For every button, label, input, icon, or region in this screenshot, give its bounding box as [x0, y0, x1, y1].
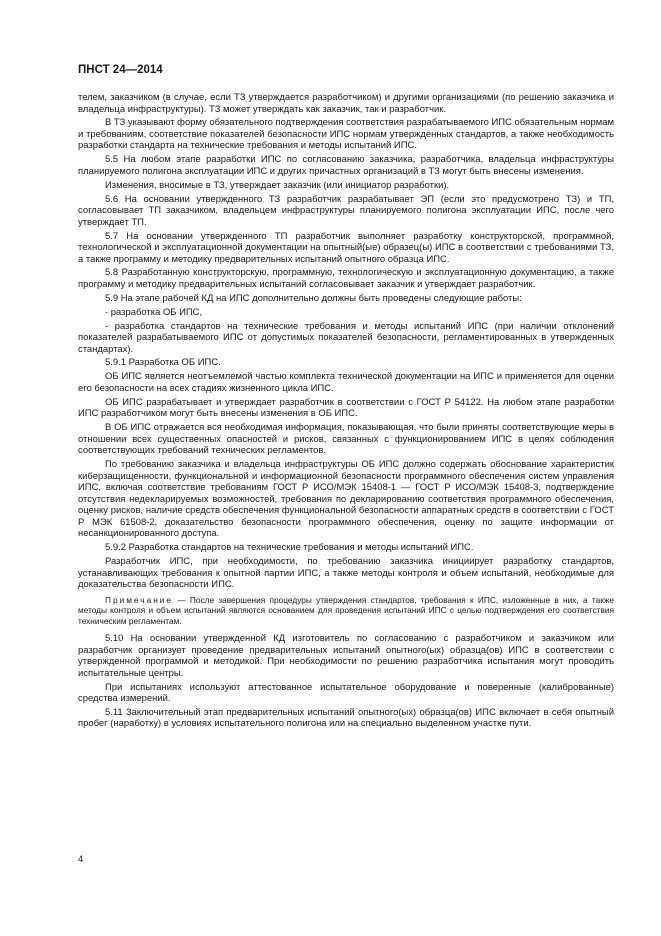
subsection-heading: 5.9.2 Разработка стандартов на технические требования и методы испытаний ИПС. [105, 542, 474, 554]
paragraph: По требованию заказчика и владельца инфраструктуры ОБ ИПС должно содержать обоснование характеристик киберзащищенности, функциональной и информационной безопасности программного обеспечения систем управления ИПС, включая соответствие требованиям ГОСТ Р ИСО/МЭК 15408-1 — ГОСТ Р ИСО/МЭК 15408-3, подтверждение отсутствия недекларируемых возможностей, требования по декларированию соответствия программного обеспечения, оценку рисков, наличие средств обеспечения функциональной безопасности аппаратных средств в соответствии с ГОСТ Р МЭК 61508-2, доказательство безопасности программного обеспечения, оценку по защите информации от несанкционированного доступа. [78, 459, 614, 540]
note-text: — После завершения процедуры утверждения стандартов, требования к ИПС, изложенные в них, а также методы контроля и объем испытаний являются основанием для проведения испытаний ИПС с целью подтверждения его соответствия техническим регламентам. [78, 594, 614, 627]
paragraph: 5.7 На основании утвержденного ТП разработчик выполняет разработку конструкторской, программной, технологической и эксплуатационной документации на опытный(ые) образец(ы) ИПС в соответствии с требованиями ТЗ, а также программу и методику предварительных испытаний опытного образца ИПС. [78, 230, 614, 265]
note [78, 595, 614, 627]
paragraph: 5.6 На основании утвержденного ТЗ разработчик разрабатывает ЭП (если это предусмотрено ТЗ) и ТП, согласовывает ТП заказчиком, владельцем инфраструктуры планируемого полигона эксплуатации ИПС, после чего утверждает ТП. [78, 193, 614, 228]
paragraph: В ОБ ИПС отражается вся необходимая информация, показывающая, что были приняты соответствующие меры в отношении всех существенных опасностей и рисков, связанных с функционированием ИПС в целях соблюдения соответствующих требований технических регламентов. [78, 422, 614, 457]
list-item: - разработка стандартов на технические требования и методы испытаний ИПС (при наличии отклонений показателей разрабатываемого ИПС от допустимых показателей безопасности, регламентированных в утвержденных стандартах). [78, 320, 614, 355]
page-number: 4 [78, 854, 84, 865]
paragraph: 5.11 Заключительный этап предварительных испытаний опытного(ых) образца(ов) ИПС включает в себя опытный пробег (наработку) в условиях испытательного полигона или на специально выделенном участке пути. [78, 706, 614, 730]
paragraph: 5.9 На этапе рабочей КД на ИПС дополнительно должны быть проведены следующие работы: [105, 292, 522, 304]
subsection-heading: 5.9.1 Разработка ОБ ИПС. [105, 357, 221, 369]
paragraph: Изменения, вносимые в ТЗ, утверждает заказчик (или инициатор разработки). [105, 179, 450, 191]
paragraph: телем, заказчиком (в случае, если ТЗ утверждается разработчиком) и другими организациями (по решению заказчика и владельца инфраструктуры). ТЗ может утверждать как заказчик, так и разработчик. [78, 92, 614, 115]
paragraph: При испытаниях используют аттестованное испытательное оборудование и поверенные (калиброванные) средства измерений. [78, 681, 614, 705]
paragraph: ОБ ИПС является неотъемлемой частью комплекта технической документации на ИПС и применяется для оценки его безопасности на всех стадиях жизненного цикла ИПС. [78, 371, 614, 394]
paragraph: Разработчик ИПС, при необходимости, по требованию заказчика инициирует разработку стандартов, устанавливающих требования к опытной партии ИПС, а также методы контроля и объем испытаний, необходимые для доказательства безопасности ИПС. [78, 555, 614, 591]
note-label: Примечание [105, 594, 174, 605]
paragraph: 5.10 На основании утвержденной КД изготовитель по согласованию с разработчиком и заказчиком или разработчик организует проведение предварительных испытаний опытного(ых) образца(ов) ИПС в соответствии с утвержденной программой и методикой. При необходимости по решению разработчика испытания могут проводить испытательные центры. [78, 633, 614, 679]
list-item: - разработка ОБ ИПС, [105, 306, 203, 318]
paragraph: ОБ ИПС разрабатывает и утверждает разработчик в соответствии с ГОСТ Р 54122. На любом этапе разработки ИПС разработчиком могут быть внесены изменения в ОБ ИПС. [78, 396, 614, 420]
paragraph: В ТЗ указывают форму обязательного подтверждения соответствия разрабатываемого ИПС обязательным нормам и требованиям, соответствие показателей безопасности ИПС нормам утвержденных стандартов, а также необходимость разработки стандарта на технические требования и методы испытаний ИПС. [78, 117, 615, 152]
document-body [78, 92, 614, 732]
paragraph: 5.8 Разработанную конструкторскую, программную, технологическую и эксплуатационную документацию, а также программу и методику предварительных испытаний согласовывает заказчик и утверждает разработчик. [78, 267, 614, 290]
paragraph: 5.5 На любом этапе разработки ИПС по согласованию заказчика, разработчика, владельца инфраструктуры планируемого полигона эксплуатации ИПС и других причастных организаций в ТЗ могут быть внесены изменения. [78, 154, 614, 177]
document-header: ПНСТ 24—2014 [78, 64, 163, 76]
